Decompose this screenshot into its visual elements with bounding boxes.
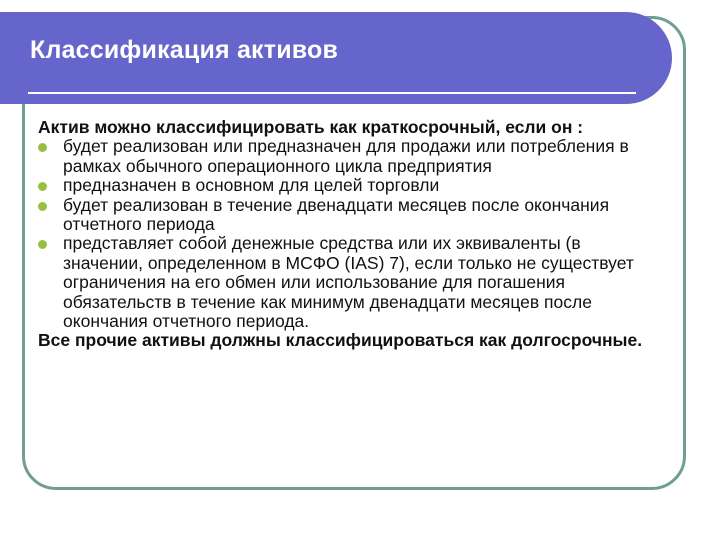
slide-body bbox=[38, 118, 658, 351]
bullet-text-3: будет реализован в течение двенадцати месяцев после окончания отчетного периода bbox=[63, 194, 610, 235]
bullet-text-1: будет реализован или предназначен для продажи или потребления в рамках обычного операционного цикла предприятия bbox=[63, 136, 629, 176]
slide-title: Классификация активов bbox=[30, 36, 339, 64]
bullet-icon bbox=[38, 202, 47, 211]
bullet-text-2: предназначен в основном для целей торговли bbox=[63, 175, 440, 196]
bullet-icon bbox=[38, 143, 47, 152]
bullet-item-1 bbox=[38, 137, 658, 176]
bullet-icon bbox=[38, 240, 47, 249]
bullet-icon bbox=[38, 182, 47, 191]
conclusion-text: Все прочие активы должны классифицироваться как долгосрочные. bbox=[38, 330, 643, 351]
intro-text: Актив можно классифицировать как краткосрочный, если он : bbox=[38, 117, 584, 137]
title-underline bbox=[28, 92, 636, 94]
bullet-item-4 bbox=[38, 234, 658, 331]
bullet-text-4: представляет собой денежные средства или их эквиваленты (в значении, определенном в МСФО (IAS) 7), если только не существует ограничения на его обмен или использование для погашения обязательств в течение как минимум двенадцати месяцев после окончания отчетного периода. bbox=[63, 233, 634, 332]
bullet-item-3 bbox=[38, 196, 658, 235]
bullet-item-2 bbox=[38, 176, 658, 195]
